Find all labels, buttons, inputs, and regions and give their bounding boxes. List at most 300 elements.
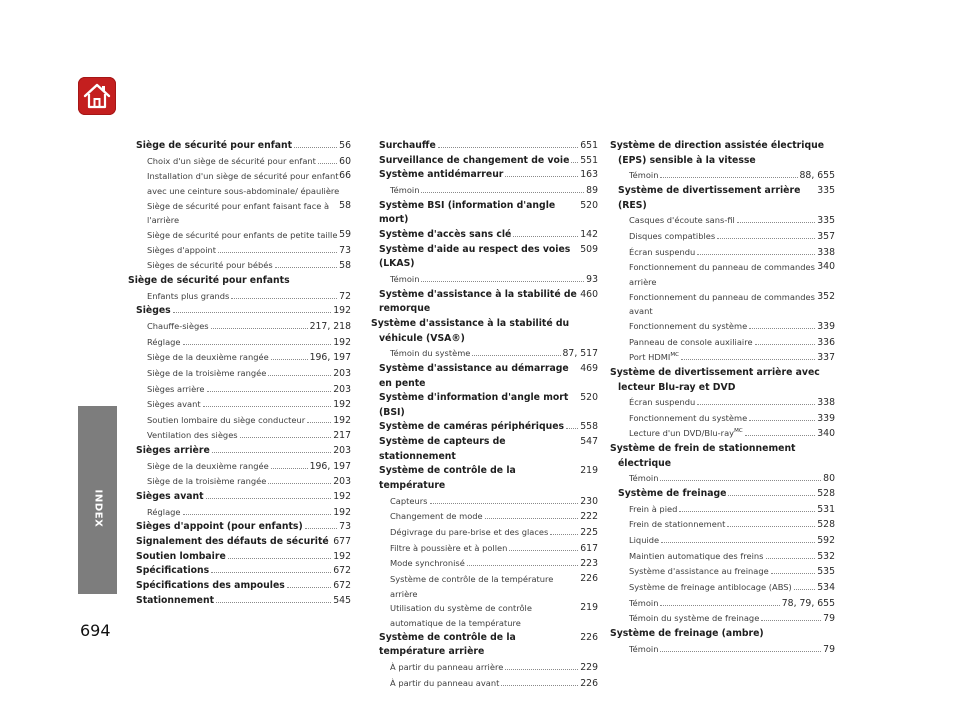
index-subentry[interactable]: [610, 533, 835, 549]
entry-text: Casques d'écoute sans-fil: [629, 215, 735, 226]
trademark-mark: MC: [734, 428, 743, 435]
leader-dots: [761, 620, 821, 621]
entry-text: Maintien automatique des freins: [629, 550, 764, 561]
entry-text: À partir du panneau arrière: [390, 661, 504, 672]
leader-dots: [173, 312, 332, 313]
page-reference[interactable]: 528: [817, 488, 835, 500]
index-subentry[interactable]: [610, 245, 835, 261]
page-reference[interactable]: 338: [817, 246, 835, 258]
index-entry[interactable]: [610, 487, 835, 502]
entry-text: Siège de la troisième rangée: [147, 476, 267, 487]
entry-text: Système d'assistance à la stabilité de remorque: [379, 288, 577, 315]
page-reference[interactable]: 592: [817, 535, 835, 547]
page-reference[interactable]: 79: [823, 643, 835, 655]
index-subentry[interactable]: [128, 169, 351, 198]
index-subentry[interactable]: [128, 428, 351, 444]
leader-dots: [660, 651, 821, 652]
page-reference[interactable]: 336: [817, 336, 835, 348]
page-reference[interactable]: 58: [339, 199, 351, 211]
page-number: 694: [80, 621, 111, 640]
entry-text: Disques compatibles: [629, 230, 716, 241]
index-subentry[interactable]: [610, 319, 835, 335]
page-reference[interactable]: 88, 655: [799, 170, 835, 182]
index-entry[interactable]: [610, 366, 835, 395]
page-reference[interactable]: 547: [580, 436, 598, 448]
index-subentry[interactable]: [610, 517, 835, 533]
home-button[interactable]: [78, 77, 116, 115]
index-entry[interactable]: [128, 139, 351, 154]
index-subentry[interactable]: [128, 335, 351, 351]
index-subentry[interactable]: [128, 350, 351, 366]
page-reference[interactable]: 79: [823, 613, 835, 625]
index-entry[interactable]: [371, 464, 598, 493]
page-reference[interactable]: 203: [333, 383, 351, 395]
page-reference[interactable]: 357: [817, 230, 835, 242]
page-reference[interactable]: 469: [580, 362, 598, 374]
page-reference[interactable]: 219: [580, 602, 598, 614]
page-reference[interactable]: 66: [339, 170, 351, 182]
entry-text: Système de caméras périphériques: [379, 421, 565, 433]
index-subentry[interactable]: [371, 572, 598, 601]
index-subentry[interactable]: [610, 335, 835, 351]
entry-text: Sièges arrière: [136, 445, 210, 457]
index-subentry[interactable]: [610, 168, 835, 184]
leader-dots: [183, 514, 332, 515]
page-reference[interactable]: 677: [333, 536, 351, 548]
entry-text: Installation d'un siège de sécurité pour enfant avec une ceinture sous-abdominale/ épaulière: [147, 171, 340, 196]
page-reference[interactable]: 223: [580, 558, 598, 570]
index-subentry[interactable]: [610, 411, 835, 427]
index-entry[interactable]: [128, 550, 351, 565]
index-subentry[interactable]: [128, 413, 351, 429]
entry-text: Choix d'un siège de sécurité pour enfant: [147, 155, 316, 166]
leader-dots: [228, 558, 331, 559]
entry-text: Témoin du système: [390, 348, 471, 359]
entry-text: Siège de sécurité pour enfant: [136, 140, 293, 151]
index-column-1: [128, 139, 351, 608]
entry-text: Utilisation du système de contrôle automatique de la température: [390, 603, 532, 628]
entry-text: Système d'accès sans clé: [379, 228, 512, 240]
page-reference[interactable]: 219: [580, 465, 598, 477]
index-subentry[interactable]: [610, 213, 835, 229]
entry-text: Système de contrôle de la température: [379, 465, 516, 492]
page-reference[interactable]: 337: [817, 352, 835, 364]
page-reference[interactable]: 89: [586, 184, 598, 196]
home-icon: [82, 82, 112, 110]
page-reference[interactable]: 217, 218: [309, 320, 351, 332]
index-subentry[interactable]: [371, 525, 598, 541]
leader-dots: [430, 503, 579, 504]
index-subentry[interactable]: [610, 611, 835, 627]
entry-text: Chauffe-sièges: [147, 320, 209, 331]
leader-dots: [203, 406, 332, 407]
index-subentry[interactable]: [610, 350, 835, 366]
entry-text: Écran suspendu: [629, 397, 696, 408]
entry-text: Système de contrôle de la température arrière: [379, 631, 516, 658]
leader-dots: [218, 252, 337, 253]
index-subentry[interactable]: [128, 243, 351, 259]
entry-text: Mode synchronisé: [390, 558, 465, 569]
page-reference[interactable]: 225: [580, 527, 598, 539]
index-subentry[interactable]: [128, 199, 351, 228]
page-reference[interactable]: 226: [580, 677, 598, 689]
entry-text: Système d'aide au respect des voies (LKAS): [379, 243, 571, 270]
index-entry[interactable]: [371, 317, 598, 346]
index-subentry[interactable]: [371, 272, 598, 288]
index-entry[interactable]: [371, 139, 598, 154]
leader-dots: [240, 437, 332, 438]
index-entry[interactable]: [610, 627, 835, 642]
page-reference[interactable]: 672: [333, 580, 351, 592]
page-reference[interactable]: 338: [817, 397, 835, 409]
page-reference[interactable]: 203: [333, 445, 351, 457]
leader-dots: [268, 483, 331, 484]
page-reference[interactable]: 87, 517: [562, 348, 598, 360]
entry-text: Système antidémarreur: [379, 169, 504, 181]
leader-dots: [307, 422, 331, 423]
page-reference[interactable]: 672: [333, 565, 351, 577]
leader-dots: [275, 267, 337, 268]
page-reference[interactable]: 340: [817, 428, 835, 440]
index-entry[interactable]: [128, 520, 351, 535]
page-reference[interactable]: 520: [580, 199, 598, 211]
page-reference[interactable]: 558: [580, 421, 598, 433]
index-subentry[interactable]: [128, 505, 351, 521]
index-subentry[interactable]: [128, 289, 351, 305]
leader-dots: [550, 534, 578, 535]
leader-dots: [271, 468, 308, 469]
page-reference[interactable]: 73: [339, 521, 351, 533]
page-reference[interactable]: 192: [333, 506, 351, 518]
entry-text: Siège de sécurité pour enfant faisant face à l'arrière: [147, 200, 330, 226]
entry-text: Dégivrage du pare-brise et des glaces: [390, 527, 549, 538]
entry-text: Liquide: [629, 535, 660, 546]
leader-dots: [509, 550, 578, 551]
index-entry[interactable]: [371, 420, 598, 435]
index-column-3: [610, 139, 835, 657]
index-entry[interactable]: [371, 391, 598, 420]
entry-text: Système BSI (information d'angle mort): [379, 199, 556, 226]
entry-text: Surchauffe: [379, 140, 436, 151]
entry-text: Témoin: [629, 170, 659, 181]
leader-dots: [421, 281, 584, 282]
page-reference[interactable]: 192: [333, 399, 351, 411]
index-subentry[interactable]: [610, 395, 835, 411]
entry-text: Sièges d'appoint: [147, 244, 217, 255]
index-entry[interactable]: [371, 288, 598, 317]
leader-dots: [794, 589, 815, 590]
page-reference[interactable]: 531: [817, 503, 835, 515]
index-subentry[interactable]: [610, 290, 835, 319]
index-entry[interactable]: [371, 228, 598, 243]
index-subentry[interactable]: [371, 509, 598, 525]
entry-text: Fonctionnement du système: [629, 412, 748, 423]
entry-text: Sièges de sécurité pour bébés: [147, 260, 273, 271]
entry-text: Fonctionnement du panneau de commandes arrière: [629, 262, 815, 287]
index-entry[interactable]: [371, 199, 598, 228]
leader-dots: [660, 480, 821, 481]
index-entry[interactable]: [128, 564, 351, 579]
index-subentry[interactable]: [610, 549, 835, 565]
page-reference[interactable]: 226: [580, 573, 598, 585]
leader-dots: [421, 192, 584, 193]
page-reference[interactable]: 58: [339, 260, 351, 272]
index-subentry[interactable]: [128, 474, 351, 490]
entry-text: Système de frein de stationnement électrique: [610, 443, 796, 469]
index-entry[interactable]: [128, 579, 351, 594]
entry-text: Enfants plus grands: [147, 290, 230, 301]
entry-text: Système de freinage antiblocage (ABS): [629, 582, 792, 593]
page-reference[interactable]: 222: [580, 511, 598, 523]
entry-text: Lecture d'un DVD/Blu-ray: [629, 428, 735, 439]
index-entry[interactable]: [128, 490, 351, 505]
index-subentry[interactable]: [610, 229, 835, 245]
leader-dots: [287, 587, 331, 588]
leader-dots: [268, 375, 331, 376]
index-entry[interactable]: [128, 444, 351, 459]
index-subentry[interactable]: [371, 183, 598, 199]
leader-dots: [505, 669, 578, 670]
leader-dots: [755, 344, 816, 345]
index-subentry[interactable]: [610, 580, 835, 596]
entry-text: Système d'information d'angle mort (BSI): [379, 392, 569, 418]
entry-text: Sièges d'appoint (pour enfants): [136, 521, 303, 533]
leader-dots: [505, 176, 578, 177]
leader-dots: [566, 428, 578, 429]
index-subentry[interactable]: [610, 502, 835, 518]
index-entry[interactable]: [610, 184, 835, 213]
page-reference[interactable]: 335: [817, 215, 835, 227]
index-entry[interactable]: [128, 535, 351, 550]
page-reference[interactable]: 60: [339, 155, 351, 167]
index-subentry[interactable]: [371, 676, 598, 692]
leader-dots: [771, 573, 816, 574]
page-reference[interactable]: 203: [333, 476, 351, 488]
leader-dots: [472, 355, 560, 356]
index-subentry[interactable]: [128, 382, 351, 398]
entry-text: Témoin: [390, 273, 420, 284]
leader-dots: [749, 328, 815, 329]
entry-text: Système de divertissement arrière (RES): [618, 184, 801, 211]
leader-dots: [727, 526, 815, 527]
leader-dots: [697, 254, 815, 255]
page-reference[interactable]: 196, 197: [309, 460, 351, 472]
index-column-2: [371, 139, 598, 691]
leader-dots: [485, 518, 579, 519]
leader-dots: [766, 558, 816, 559]
index-subentry[interactable]: [128, 366, 351, 382]
page-reference[interactable]: 339: [817, 320, 835, 332]
page-reference[interactable]: 534: [817, 582, 835, 594]
entry-text: Fonctionnement du panneau de commandes avant: [629, 291, 815, 317]
page-reference[interactable]: 460: [580, 288, 598, 300]
page-reference[interactable]: 73: [339, 244, 351, 256]
page-reference[interactable]: 142: [580, 228, 598, 240]
page-reference[interactable]: 528: [817, 519, 835, 531]
page-reference[interactable]: 509: [580, 243, 598, 255]
entry-text: Sièges: [136, 305, 171, 317]
index-entry[interactable]: [371, 362, 598, 391]
page-reference[interactable]: 532: [817, 550, 835, 562]
page-reference[interactable]: 230: [580, 495, 598, 507]
page-reference[interactable]: 192: [333, 305, 351, 317]
index-tab-label: INDEX: [92, 489, 103, 527]
page-reference[interactable]: 80: [823, 473, 835, 485]
index-subentry[interactable]: [128, 459, 351, 475]
index-subentry[interactable]: [610, 471, 835, 487]
entry-text: Stationnement: [136, 594, 215, 606]
entry-text: Siège de sécurité pour enfants de petite taille: [147, 229, 338, 240]
page-reference[interactable]: 651: [580, 140, 598, 151]
entry-text: Ventilation des sièges: [147, 430, 238, 441]
entry-text: Siège de sécurité pour enfants: [128, 274, 290, 286]
page-reference[interactable]: 340: [817, 261, 835, 273]
index-subentry[interactable]: [128, 397, 351, 413]
entry-text: Système de capteurs de stationnement: [379, 436, 506, 462]
entry-text: Filtre à poussière et à pollen: [390, 542, 508, 553]
entry-text: À partir du panneau avant: [390, 677, 500, 688]
entry-text: Témoin: [629, 643, 659, 654]
leader-dots: [211, 572, 331, 573]
page-reference[interactable]: 335: [817, 184, 835, 196]
entry-text: Réglage: [147, 336, 181, 347]
page-reference[interactable]: 72: [339, 290, 351, 302]
leader-dots: [438, 147, 578, 148]
leader-dots: [212, 452, 332, 453]
index-subentry[interactable]: [128, 319, 351, 335]
page-reference[interactable]: 217: [333, 430, 351, 442]
index-entry[interactable]: [371, 168, 598, 183]
leader-dots: [216, 602, 331, 603]
index-subentry[interactable]: [128, 154, 351, 170]
entry-text: Sièges arrière: [147, 383, 205, 394]
entry-text: Signalement des défauts de sécurité: [136, 536, 329, 548]
index-subentry[interactable]: [610, 596, 835, 612]
entry-text: Fonctionnement du système: [629, 320, 748, 331]
leader-dots: [745, 435, 816, 436]
page-reference[interactable]: 535: [817, 566, 835, 578]
entry-text: Changement de mode: [390, 511, 483, 522]
entry-text: Système d'assistance au démarrage en pente: [379, 362, 569, 389]
page-reference[interactable]: 551: [580, 154, 598, 166]
index-subentry[interactable]: [610, 564, 835, 580]
page-reference[interactable]: 520: [580, 392, 598, 404]
leader-dots: [679, 511, 815, 512]
leader-dots: [571, 162, 578, 163]
leader-dots: [467, 565, 578, 566]
page-reference[interactable]: 617: [580, 542, 598, 554]
entry-text: Spécifications: [136, 565, 210, 577]
entry-text: Témoin du système de freinage: [629, 613, 760, 624]
page-reference[interactable]: 192: [333, 550, 351, 562]
leader-dots: [737, 222, 815, 223]
index-entry[interactable]: [371, 631, 598, 660]
page-reference[interactable]: 78, 79, 655: [781, 597, 835, 609]
entry-text: Siège de la deuxième rangée: [147, 460, 269, 471]
page-reference[interactable]: 226: [580, 631, 598, 643]
index-subentry[interactable]: [371, 494, 598, 510]
entry-text: Soutien lombaire: [136, 550, 226, 562]
index-entry[interactable]: [128, 304, 351, 319]
leader-dots: [318, 163, 337, 164]
entry-text: Siège de la deuxième rangée: [147, 352, 269, 363]
leader-dots: [697, 404, 815, 405]
leader-dots: [183, 344, 332, 345]
index-subentry[interactable]: [610, 260, 835, 289]
leader-dots: [513, 236, 578, 237]
index-entry[interactable]: [371, 154, 598, 169]
index-subentry[interactable]: [610, 426, 835, 442]
entry-text: Système de freinage: [618, 488, 727, 500]
index-subentry[interactable]: [610, 642, 835, 658]
index-subentry[interactable]: [371, 346, 598, 362]
page-reference[interactable]: 59: [339, 228, 351, 240]
page-reference[interactable]: 352: [817, 290, 835, 302]
entry-text: Témoin: [629, 473, 659, 484]
entry-text: Système d'assistance au freinage: [629, 566, 769, 577]
index-entry[interactable]: [371, 243, 598, 272]
index-entry[interactable]: [610, 139, 835, 168]
page-reference[interactable]: 56: [339, 140, 351, 151]
page-reference[interactable]: 93: [586, 273, 598, 285]
page-reference[interactable]: 192: [333, 336, 351, 348]
leader-dots: [661, 542, 815, 543]
leader-dots: [717, 238, 815, 239]
page-reference[interactable]: 545: [333, 594, 351, 606]
page-reference[interactable]: 203: [333, 367, 351, 379]
trademark-mark: MC: [670, 352, 679, 359]
leader-dots: [728, 495, 815, 496]
index-subentry[interactable]: [371, 660, 598, 676]
entry-text: Capteurs: [390, 495, 428, 506]
index-entry[interactable]: [128, 594, 351, 609]
page-reference[interactable]: 192: [333, 414, 351, 426]
page-reference[interactable]: 163: [580, 169, 598, 181]
page-reference[interactable]: 196, 197: [309, 352, 351, 364]
index-entry[interactable]: [610, 442, 835, 471]
entry-text: Écran suspendu: [629, 246, 696, 257]
leader-dots: [211, 328, 308, 329]
entry-text: Port HDMI: [629, 352, 671, 363]
entry-text: Système de freinage (ambre): [610, 628, 764, 639]
index-entry[interactable]: [371, 435, 598, 464]
entry-text: Siège de la troisième rangée: [147, 367, 267, 378]
entry-text: Système de divertissement arrière avec lecteur Blu-ray et DVD: [610, 366, 820, 393]
index-subentry[interactable]: [371, 601, 598, 630]
index-entry[interactable]: [128, 274, 351, 289]
entry-text: Panneau de console auxiliaire: [629, 336, 753, 347]
entry-text: Système de contrôle de la température arrière: [390, 574, 554, 599]
entry-text: Témoin: [629, 597, 659, 608]
leader-dots: [206, 498, 332, 499]
index-subentry[interactable]: [128, 228, 351, 243]
leader-dots: [681, 359, 815, 360]
entry-text: Sièges avant: [147, 399, 201, 410]
leader-dots: [660, 605, 779, 606]
entry-text: Témoin: [390, 184, 420, 195]
index-subentry[interactable]: [371, 541, 598, 557]
leader-dots: [305, 528, 337, 529]
entry-text: Sièges avant: [136, 491, 204, 503]
page-reference[interactable]: 229: [580, 661, 598, 673]
index-subentry[interactable]: [371, 556, 598, 572]
page-reference[interactable]: 192: [333, 491, 351, 503]
index-subentry[interactable]: [128, 258, 351, 274]
entry-text: Réglage: [147, 506, 181, 517]
page-reference[interactable]: 339: [817, 412, 835, 424]
leader-dots: [271, 359, 308, 360]
entry-text: Système de direction assistée électrique (EPS) sensible à la vitesse: [610, 140, 825, 166]
